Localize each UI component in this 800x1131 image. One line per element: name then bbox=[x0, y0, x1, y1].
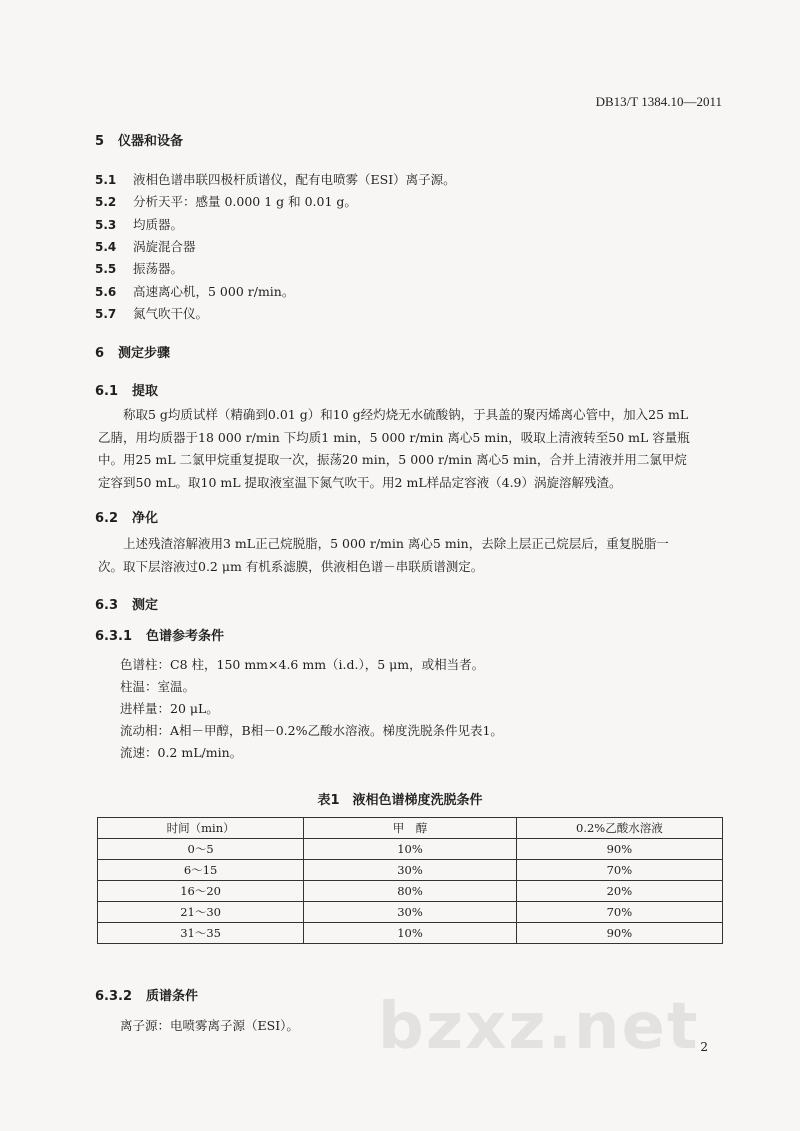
page-number: 2 bbox=[700, 1040, 708, 1054]
section-6-3-2-heading bbox=[95, 985, 198, 1004]
section-number: 6.1 bbox=[95, 384, 119, 399]
item-number: 5.1 bbox=[95, 173, 117, 187]
paragraph-line: 上述残渣溶解液用3 mL正己烷脱脂，5 000 r/min 离心5 min，去除上层正己烷层后，重复脱脂一 bbox=[123, 536, 669, 551]
document-code: DB13/T 1384.10—2011 bbox=[595, 94, 722, 109]
condition-line: 柱温：室温。 bbox=[120, 679, 196, 694]
table-cell: 90% bbox=[516, 923, 722, 944]
section-6-2-heading bbox=[95, 507, 158, 526]
section-number: 6.2 bbox=[95, 511, 119, 526]
paragraph-line: 中。用25 mL 二氯甲烷重复提取一次，振荡20 min，5 000 r/min 离心5 min，合并上清液并用二氯甲烷 bbox=[98, 452, 687, 467]
section-number: 6.3.2 bbox=[95, 989, 133, 1004]
item-number: 5.4 bbox=[95, 239, 117, 254]
condition-line: 流速：0.2 mL/min。 bbox=[120, 745, 243, 760]
table-header-cell: 0.2%乙酸水溶液 bbox=[516, 818, 722, 839]
table-cell: 6～15 bbox=[98, 860, 304, 881]
section-title: 测定步骤 bbox=[118, 346, 171, 361]
section-title: 提取 bbox=[132, 384, 159, 399]
item-number: 5.2 bbox=[95, 195, 117, 210]
chromatography-conditions bbox=[120, 655, 503, 765]
paragraph-line: 次。取下层溶液过0.2 μm 有机系滤膜，供液相色谱－串联质谱测定。 bbox=[98, 558, 484, 574]
item-text: 液相色谱串联四极杆质谱仪，配有电喷雾（ESI）离子源。 bbox=[133, 172, 456, 187]
purification-paragraph bbox=[98, 533, 723, 578]
list-item bbox=[95, 304, 208, 322]
condition-line: 流动相：A相－甲醇，B相－0.2%乙酸水溶液。梯度洗脱条件见表1。 bbox=[120, 723, 503, 738]
paragraph-line: 称取5 g均质试样（精确到0.01 g）和10 g经灼烧无水硫酸钠，于具盖的聚丙烯离心管中，加入25 mL bbox=[123, 407, 689, 422]
section-number: 6 bbox=[95, 346, 105, 361]
table-cell: 0～5 bbox=[98, 839, 304, 860]
section-title: 仪器和设备 bbox=[118, 134, 184, 149]
gradient-table bbox=[97, 817, 723, 944]
paragraph-line: 乙腈，用均质器于18 000 r/min 下均质1 min，5 000 r/min 离心5 min，吸取上清液转至50 mL 容量瓶 bbox=[98, 429, 690, 445]
item-text: 高速离心机，5 000 r/min。 bbox=[133, 283, 295, 299]
section-title: 色谱参考条件 bbox=[146, 629, 225, 644]
list-item bbox=[95, 237, 196, 255]
item-number: 5.3 bbox=[95, 217, 117, 232]
ms-condition-line: 离子源：电喷雾离子源（ESI）。 bbox=[120, 1018, 299, 1033]
item-number: 5.6 bbox=[95, 284, 117, 299]
section-title: 质谱条件 bbox=[146, 989, 199, 1004]
table-cell: 30% bbox=[304, 860, 517, 881]
table-row bbox=[98, 881, 723, 902]
table-row bbox=[98, 860, 723, 881]
table-row bbox=[98, 902, 723, 923]
watermark: bzxz.net bbox=[378, 990, 700, 1064]
section-number: 6.3 bbox=[95, 598, 119, 613]
list-item bbox=[95, 259, 183, 277]
extraction-paragraph bbox=[98, 404, 723, 494]
item-text: 分析天平：感量 0.000 1 g 和 0.01 g。 bbox=[133, 194, 357, 210]
list-item bbox=[95, 170, 456, 188]
section-5-heading bbox=[95, 130, 183, 149]
section-6-3-heading bbox=[95, 594, 158, 613]
section-number: 6.3.1 bbox=[95, 629, 133, 644]
section-title: 测定 bbox=[132, 598, 159, 613]
table-header-cell: 甲 醇 bbox=[304, 818, 517, 839]
table-cell: 90% bbox=[516, 839, 722, 860]
table-cell: 16～20 bbox=[98, 881, 304, 902]
table-cell: 10% bbox=[304, 839, 517, 860]
list-item bbox=[95, 215, 183, 233]
item-text: 均质器。 bbox=[133, 216, 184, 232]
table-cell: 30% bbox=[304, 902, 517, 923]
list-item bbox=[95, 282, 294, 300]
table-row bbox=[98, 923, 723, 944]
table-title: 表1 液相色谱梯度洗脱条件 bbox=[317, 793, 483, 808]
item-number: 5.7 bbox=[95, 306, 117, 321]
section-6-3-1-heading bbox=[95, 625, 224, 644]
table-header-row bbox=[98, 818, 723, 839]
paragraph-line: 定容到50 mL。取10 mL 提取液室温下氮气吹干。用2 mL样品定容液（4.9）涡旋溶解残渣。 bbox=[98, 474, 622, 490]
condition-line: 色谱柱：C8 柱，150 mm×4.6 mm（i.d.），5 μm，或相当者。 bbox=[120, 657, 485, 672]
table-cell: 31～35 bbox=[98, 923, 304, 944]
item-text: 涡旋混合器 bbox=[133, 238, 196, 254]
section-title: 净化 bbox=[132, 511, 159, 526]
list-item bbox=[95, 192, 357, 210]
section-6-heading bbox=[95, 342, 170, 361]
item-text: 振荡器。 bbox=[133, 261, 184, 277]
item-text: 氮气吹干仪。 bbox=[133, 305, 209, 321]
table-cell: 70% bbox=[516, 902, 722, 923]
table-cell: 80% bbox=[304, 881, 517, 902]
table-cell: 20% bbox=[516, 881, 722, 902]
table-header-cell: 时间（min） bbox=[98, 818, 304, 839]
condition-line: 进样量：20 μL。 bbox=[120, 701, 219, 716]
section-number: 5 bbox=[95, 134, 105, 149]
table-cell: 21～30 bbox=[98, 902, 304, 923]
table-row bbox=[98, 839, 723, 860]
item-number: 5.5 bbox=[95, 262, 117, 277]
table-cell: 70% bbox=[516, 860, 722, 881]
section-6-1-heading bbox=[95, 380, 158, 399]
table-cell: 10% bbox=[304, 923, 517, 944]
